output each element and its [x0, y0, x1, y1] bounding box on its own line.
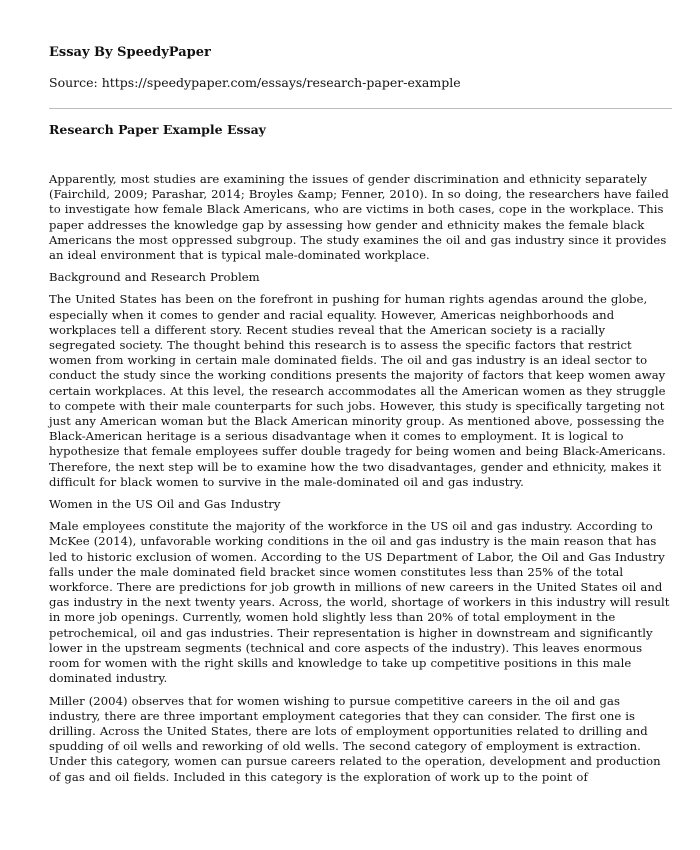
- section-heading-background: Background and Research Problem: [49, 270, 260, 285]
- paragraph-background: The United States has been on the forefront in pushing for human rights agendas around the globe, especially when it comes to gender and racial equality. However, Americas neighborhoods and workplaces tell a different story. Recent studies reveal that the American society is a racially segregated society. The thought behind this research is to assess the specific factors that restrict women from working in certain male dominated fields. The oil and gas industry is an ideal sector to conduct the study since the working conditions presents the majority of factors that keep women away certain workplaces. At this level, the research accommodates all the American women as they struggle to compete with their male counterparts for such jobs. However, this study is specifically targeting not just any American woman but the Black American minority group. As mentioned above, possessing the Black-American heritage is a serious disadvantage when it comes to employment. It is logical to hypothesize that female employees suffer double tragedy for being women and being Black-Americans. Therefore, the next step will be to examine how the two disadvantages, gender and ethnicity, makes it difficult for black women to survive in the male-dominated oil and gas industry.: [49, 292, 666, 489]
- essay-author-line: Essay By SpeedyPaper: [49, 45, 211, 60]
- section-heading-women-oil-gas: Women in the US Oil and Gas Industry: [49, 497, 281, 512]
- paragraph-intro: Apparently, most studies are examining the issues of gender discrimination and ethnicity separately (Fairchild, 2009; Parashar, 2014; Broyles &amp; Fenner, 2010). In so doing, the researchers have failed to investigate how female Black Americans, who are victims in both cases, cope in the workplace. This paper addresses the knowledge gap by assessing how gender and ethnicity makes the female black Americans the most oppressed subgroup. The study examines the oil and gas industry since it provides an ideal environment that is typical male-dominated workplace.: [49, 172, 669, 263]
- paragraph-workforce: Male employees constitute the majority of the workforce in the US oil and gas industry. According to McKee (2014), unfavorable working conditions in the oil and gas industry is the main reason that has led to historic exclusion of women. According to the US Department of Labor, the Oil and Gas Industry falls under the male dominated field bracket since women constitutes less than 25% of the total workforce. There are predictions for job growth in millions of new careers in the United States oil and gas industry in the next twenty years. Across, the world, shortage of workers in this industry will result in more job openings. Currently, women hold slightly less than 20% of total employment in the petrochemical, oil and gas industries. Their representation is higher in downstream and significantly lower in the upstream segments (technical and core aspects of the industry). This leaves enormous room for women with the right skills and knowledge to take up competitive positions in this male dominated industry.: [49, 519, 670, 686]
- document-title: Research Paper Example Essay: [49, 122, 266, 137]
- document-body: [49, 172, 672, 785]
- document-header: [49, 44, 672, 92]
- paragraph-employment-categories: Miller (2004) observes that for women wishing to pursue competitive careers in the oil and gas industry, there are three important employment categories that they can consider. The first one is drilling. Across the United States, there are lots of employment opportunities related to drilling and spudding of oil wells and reworking of old wells. The second category of employment is extraction. Under this category, women can pursue careers related to the operation, development and production of gas and oil fields. Included in this category is the exploration of work up to the point of: [49, 693, 661, 784]
- header-divider: [49, 108, 672, 109]
- source-line: Source: https://speedypaper.com/essays/research-paper-example: [49, 75, 461, 90]
